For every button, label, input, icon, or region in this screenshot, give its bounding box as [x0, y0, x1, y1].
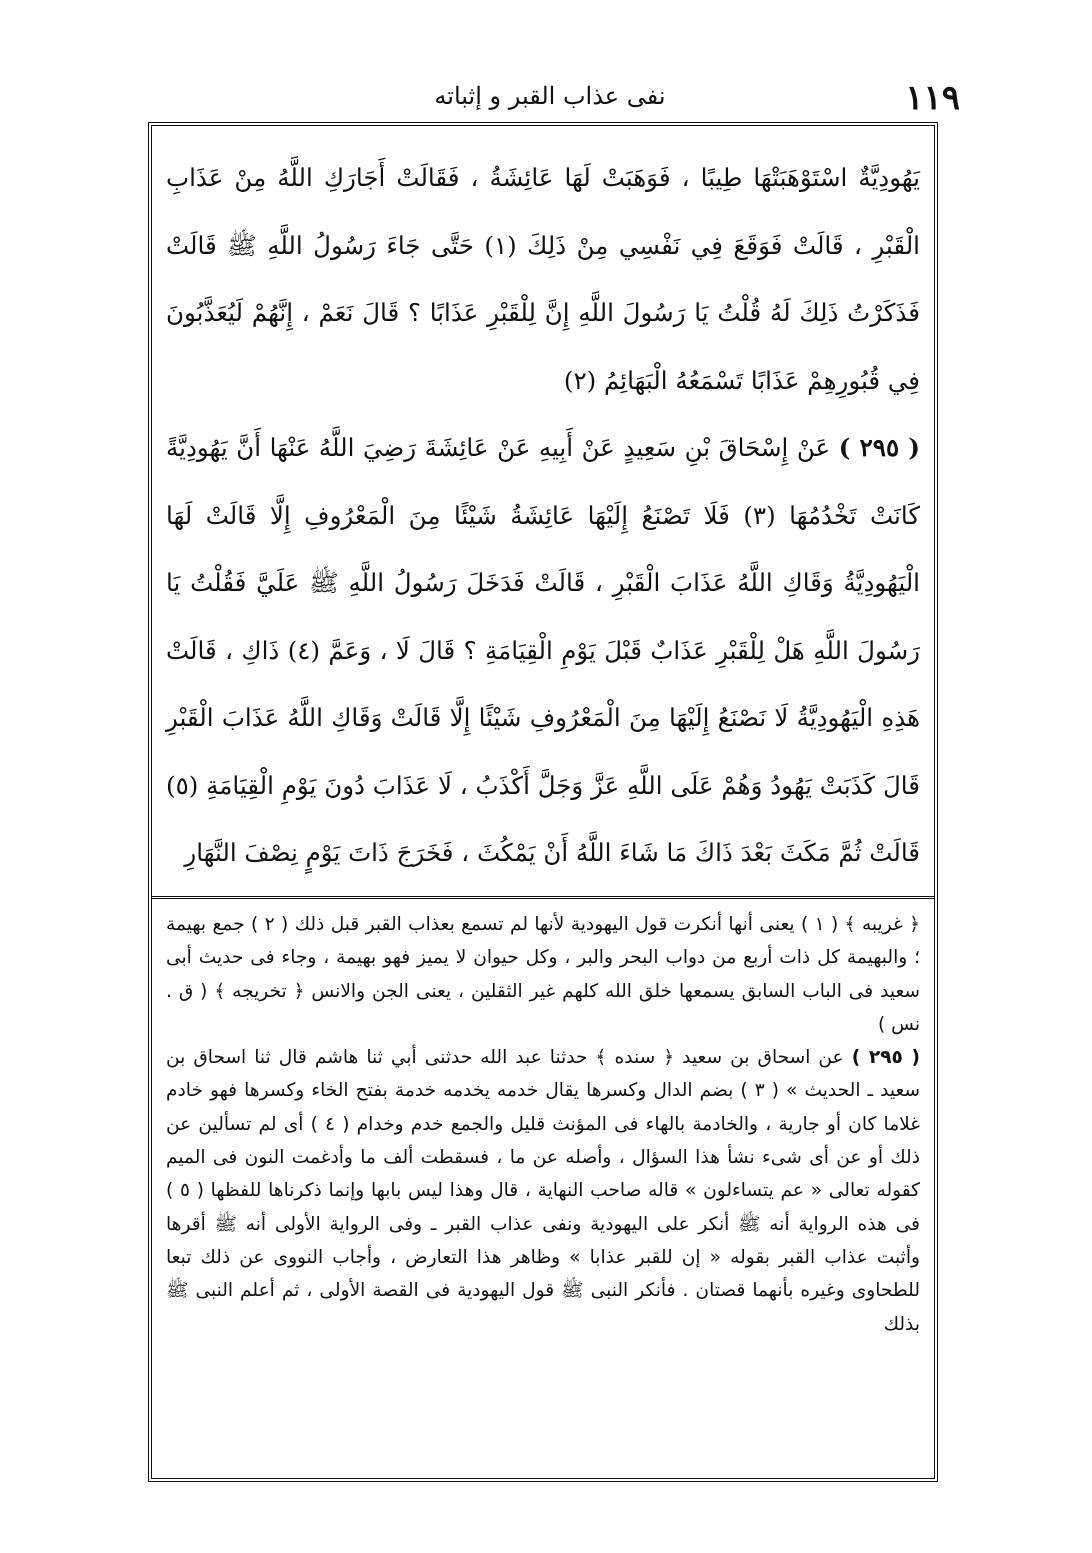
commentary-paragraph: [166, 908, 920, 1041]
page-frame: [148, 122, 938, 1482]
hadith-paragraph: [166, 144, 920, 414]
hadith-number: ( ٢٩٥ ): [838, 433, 921, 462]
commentary-paragraph: [166, 1041, 920, 1341]
hadith-text-continuation: يَهُودِيَّةٌ اسْتَوْهَبَتْهَا طِيبًا ، فَوَهَبَتْ لَهَا عَائِشَةُ ، فَقَالَتْ أَجَارَكِ اللَّهُ مِنْ عَذَابِ الْقَبْرِ ، قَالَتْ فَوَقَعَ فِي نَفْسِي مِنْ ذَلِكَ (١) حَتَّى جَاءَ رَسُولُ اللَّهِ ﷺ قَالَتْ فَذَكَرْتُ ذَلِكَ لَهُ قُلْتُ يَا رَسُولَ اللَّهِ إِنَّ لِلْقَبْرِ عَذَابًا ؟ قَالَ نَعَمْ ، إِنَّهُمْ لَيُعَذَّبُونَ فِي قُبُورِهِمْ عَذَابًا تَسْمَعُهُ الْبَهَائِمُ (٢): [166, 163, 920, 395]
page-number: ١١٩: [905, 78, 960, 118]
page-header: [140, 78, 960, 118]
hadith-text: [166, 144, 920, 892]
commentary-notes: [166, 908, 920, 1468]
commentary-notes-294: ﴿ غريبه ﴾ ( ١ ) يعنى أنها أنكرت قول اليهودية لأنها لم تسمع بعذاب القبر قبل ذلك ( ٢ ) جمع بهيمة ؛ والبهيمة كل ذات أربع من دواب البحر والبر ، وكل حيوان لا يميز فهو بهيمة ، وجاء فى حديث أبى سعيد فى الباب السابق يسمعها خلق الله كلهم غير الثقلين ، يعنى الجن والانس ﴿ تخريجه ﴾ ( ق . نس ): [166, 914, 920, 1035]
running-title: نفى عذاب القبر و إثباته: [434, 82, 666, 110]
hadith-paragraph: [166, 414, 920, 887]
hadith-text-295: عَنْ إِسْحَاقَ بْنِ سَعِيدٍ عَنْ أَبِيهِ عَنْ عَائِشَةَ رَضِيَ اللَّهُ عَنْهَا أَنَّ يَهُودِيَّةً كَانَتْ تَخْدُمُهَا (٣) فَلَا تَصْنَعُ إِلَيْهَا عَائِشَةُ شَيْئًا مِنَ الْمَعْرُوفِ إِلَّا قَالَتْ لَهَا الْيَهُودِيَّةُ وَقَاكِ اللَّهُ عَذَابَ الْقَبْرِ ، قَالَتْ فَدَخَلَ رَسُولُ اللَّهِ ﷺ عَلَيَّ فَقُلْتُ يَا رَسُولَ اللَّهِ هَلْ لِلْقَبْرِ عَذَابٌ قَبْلَ يَوْمِ الْقِيَامَةِ ؟ قَالَ لَا ، وَعَمَّ (٤) ذَاكِ ، قَالَتْ هَذِهِ الْيَهُودِيَّةُ لَا نَصْنَعُ إِلَيْهَا مِنَ الْمَعْرُوفِ شَيْئًا إِلَّا قَالَتْ وَقَاكِ اللَّهُ عَذَابَ الْقَبْرِ قَالَ كَذَبَتْ يَهُودُ وَهُمْ عَلَى اللَّهِ عَزَّ وَجَلَّ أَكْذَبُ ، لَا عَذَابَ دُونَ يَوْمِ الْقِيَامَةِ (٥) قَالَتْ ثُمَّ مَكَثَ بَعْدَ ذَاكَ مَا شَاءَ اللَّهُ أَنْ يَمْكُثَ ، فَخَرَجَ ذَاتَ يَوْمٍ نِصْفَ النَّهَارِ: [166, 433, 921, 867]
section-divider: [152, 896, 934, 899]
commentary-hadith-number: ( ٢٩٥ ): [851, 1047, 920, 1069]
commentary-notes-295: عن اسحاق بن سعيد ﴿ سنده ﴾ حدثنا عبد الله حدثنى أبي ثنا هاشم قال ثنا اسحاق بن سعيد ـ الحديث » ( ٣ ) بضم الدال وكسرها يقال خدمه يخدمه خدمة بفتح الخاء وكسرها فهو خادم غلاما كان أو جارية ، والخادمة بالهاء فى المؤنث قليل والجمع خدم وخدام ( ٤ ) أى لم تسألين عن ذلك أو عن أى شىء نشأ هذا السؤال ، وأصله عن ما ، فسقطت ألف ما وأدغمت النون فى الميم كقوله تعالى « عم يتساءلون » قاله صاحب النهاية ، قال وهذا ليس بابها وإنما ذكرناها للفظها ( ٥ ) فى هذه الرواية أنه ﷺ أنكر على اليهودية ونفى عذاب القبر ـ وفى الرواية الأولى أنه ﷺ أقرها وأثبت عذاب القبر بقوله « إن للقبر عذابا » وظاهر هذا التعارض ، وأجاب النووى عن ذلك تبعا للطحاوى وغيره بأنهما قصتان . فأنكر النبى ﷺ قول اليهودية فى القصة الأولى ، ثم أعلم النبى ﷺ بذلك: [166, 1047, 921, 1335]
